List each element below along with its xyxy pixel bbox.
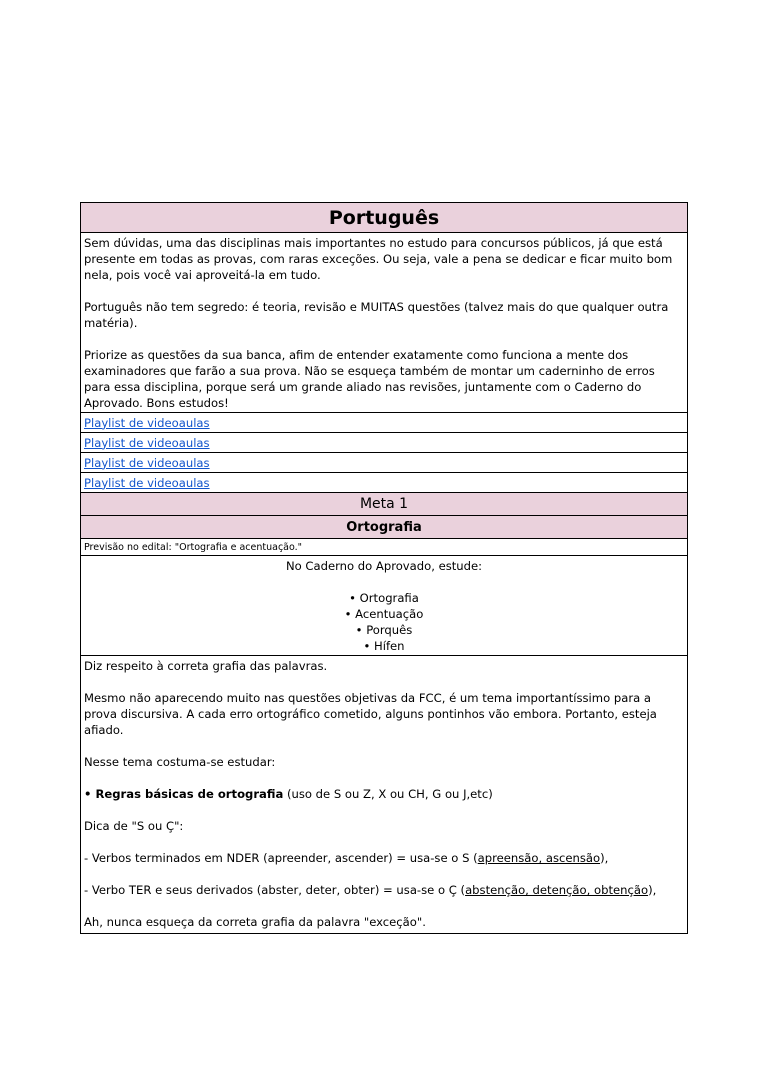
caderno-item: • Acentuação (344, 607, 424, 621)
rule-c-text: - Verbo TER e seus derivados (abster, deter, obter) = usa-se o Ç ( (84, 883, 466, 897)
intro-paragraph-3: Priorize as questões da sua banca, afim de entender exatamente como funciona a mente dos examinadores que farão a sua prova. Não se esqueça também de montar um caderninho de erros para essa disciplina, porque será um grande aliado nas revisões, juntamente com o Caderno do Aprovado. Bons estudos! (84, 348, 655, 410)
content-paragraph-5: Dica de "S ou Ç": (84, 819, 184, 833)
rule-s-text: - Verbos terminados em NDER (apreender, ascender) = usa-se o S ( (84, 851, 478, 865)
caderno-item: • Porquês (355, 623, 413, 637)
playlist-row-3 (81, 453, 687, 473)
caderno-item: • Hífen (363, 639, 405, 653)
playlist-row-4 (81, 473, 687, 493)
rule-rest-text: (uso de S ou Z, X ou CH, G ou J,etc) (283, 787, 493, 801)
study-sheet (80, 202, 688, 934)
content-paragraph-6 (84, 850, 683, 866)
rule-s-examples: apreensão, ascensão (477, 851, 601, 865)
content-paragraph-2: Mesmo não aparecendo muito nas questões objetivas da FCC, é um tema importantíssimo para a prova discursiva. A cada erro ortográfico cometido, alguns pontinhos vão embora. Portanto, esteja afiado. (84, 691, 657, 737)
content-paragraph-8: Ah, nunca esqueça da correta grafia da palavra "exceção". (84, 915, 426, 929)
content-cell (81, 656, 687, 933)
content-paragraph-1: Diz respeito à correta grafia das palavras. (84, 659, 328, 673)
topic-header (81, 516, 687, 539)
intro-paragraph-1: Sem dúvidas, uma das disciplinas mais importantes no estudo para concursos públicos, já que está presente em todas as provas, com raras exceções. Ou seja, vale a pena se dedicar e ficar muito bom nela, pois você vai aproveitá-la em tudo. (84, 236, 673, 282)
edital-note (81, 539, 687, 556)
playlist-link-1[interactable]: Playlist de videoaulas (84, 415, 210, 430)
playlist-row-1 (81, 413, 687, 433)
playlist-link-4[interactable]: Playlist de videoaulas (84, 475, 210, 490)
rule-c-close: ), (648, 883, 657, 897)
topic-label: Ortografia (346, 519, 422, 535)
content-paragraph-4 (84, 786, 683, 802)
content-paragraph-7 (84, 882, 683, 898)
caderno-item: • Ortografia (349, 591, 419, 605)
caderno-cell (81, 556, 687, 656)
rule-bold-text: • Regras básicas de ortografia (84, 787, 284, 801)
page-title (81, 203, 687, 233)
rule-s-close: ), (600, 851, 609, 865)
playlist-link-3[interactable]: Playlist de videoaulas (84, 455, 210, 470)
caderno-list (81, 590, 687, 654)
intro-cell (81, 233, 687, 413)
meta-header (81, 493, 687, 516)
intro-paragraph-2: Português não tem segredo: é teoria, revisão e MUITAS questões (talvez mais do que qualquer outra matéria). (84, 300, 669, 330)
playlist-row-2 (81, 433, 687, 453)
content-paragraph-3: Nesse tema costuma-se estudar: (84, 755, 276, 769)
rule-c-examples: abstenção, detenção, obtenção (465, 883, 649, 897)
playlist-link-2[interactable]: Playlist de videoaulas (84, 435, 210, 450)
caderno-heading: No Caderno do Aprovado, estude: (285, 559, 483, 573)
edital-text: Previsão no edital: "Ortografia e acentuação." (84, 541, 303, 553)
meta-label: Meta 1 (359, 496, 409, 512)
page-title-text: Português (328, 206, 440, 229)
